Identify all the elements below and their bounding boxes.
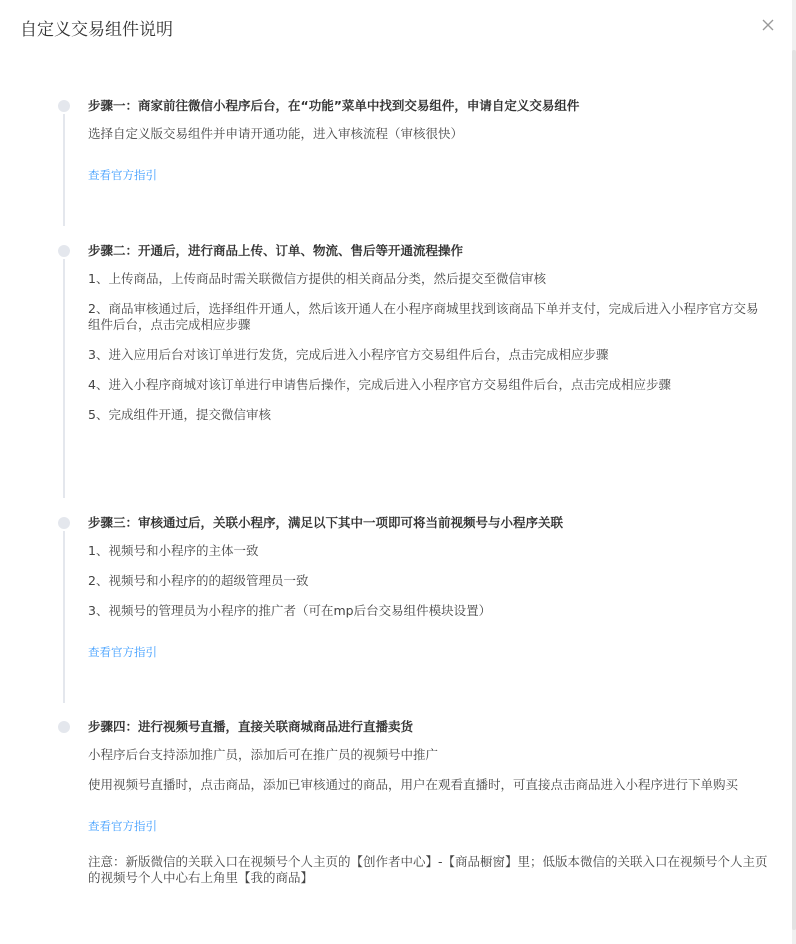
step-text: 小程序后台支持添加推广员，添加后可在推广员的视频号中推广 bbox=[88, 747, 439, 762]
timeline-dot bbox=[58, 721, 70, 733]
step-text: 2、视频号和小程序的的超级管理员一致 bbox=[88, 573, 309, 588]
note-text: 注意：新版微信的关联入口在视频号个人主页的【创作者中心】-【商品橱窗】里；低版本微信的关联入口在视频号个人主页的视频号个人中心右上角里【我的商品】 bbox=[88, 854, 768, 885]
timeline-dot bbox=[58, 100, 70, 112]
step-text: 1、上传商品，上传商品时需关联微信方提供的相关商品分类，然后提交至微信审核 bbox=[88, 271, 546, 286]
step-title: 步骤一：商家前往微信小程序后台，在“功能”菜单中找到交易组件，申请自定义交易组件 bbox=[88, 98, 580, 113]
step-text: 4、进入小程序商城对该订单进行申请售后操作，完成后进入小程序官方交易组件后台，点击完成相应步骤 bbox=[88, 377, 671, 392]
step-text: 1、视频号和小程序的主体一致 bbox=[88, 543, 259, 558]
step-text: 5、完成组件开通，提交微信审核 bbox=[88, 407, 271, 422]
step-text: 2、商品审核通过后，选择组件开通人，然后该开通人在小程序商城里找到该商品下单并支付，完成后进入小程序官方交易组件后台，点击完成相应步骤 bbox=[88, 301, 759, 332]
scrollbar-track[interactable] bbox=[792, 0, 796, 944]
scrollbar-thumb[interactable] bbox=[792, 50, 796, 930]
official-guide-link[interactable]: 查看官方指引 bbox=[88, 645, 157, 659]
step-title: 步骤三：审核通过后，关联小程序，满足以下其中一项即可将当前视频号与小程序关联 bbox=[88, 515, 564, 530]
official-guide-link[interactable]: 查看官方指引 bbox=[88, 168, 157, 182]
dialog-title: 自定义交易组件说明 bbox=[20, 20, 173, 40]
step-text: 使用视频号直播时，点击商品，添加已审核通过的商品，用户在观看直播时，可直接点击商品进入小程序进行下单购买 bbox=[88, 777, 739, 792]
step-title: 步骤四：进行视频号直播，直接关联商城商品进行直播卖货 bbox=[88, 719, 414, 734]
timeline-line bbox=[63, 259, 65, 498]
timeline-line bbox=[63, 531, 65, 703]
step-text: 选择自定义版交易组件并申请开通功能，进入审核流程（审核很快） bbox=[88, 126, 464, 141]
official-guide-link[interactable]: 查看官方指引 bbox=[88, 819, 157, 833]
timeline-dot bbox=[58, 517, 70, 529]
step-title: 步骤二：开通后，进行商品上传、订单、物流、售后等开通流程操作 bbox=[88, 243, 464, 258]
timeline-dot bbox=[58, 245, 70, 257]
timeline-line bbox=[63, 114, 65, 226]
step-text: 3、进入应用后台对该订单进行发货，完成后进入小程序官方交易组件后台，点击完成相应步骤 bbox=[88, 347, 609, 362]
step-text: 3、视频号的管理员为小程序的推广者（可在mp后台交易组件模块设置） bbox=[88, 603, 492, 618]
close-icon[interactable] bbox=[758, 15, 778, 35]
